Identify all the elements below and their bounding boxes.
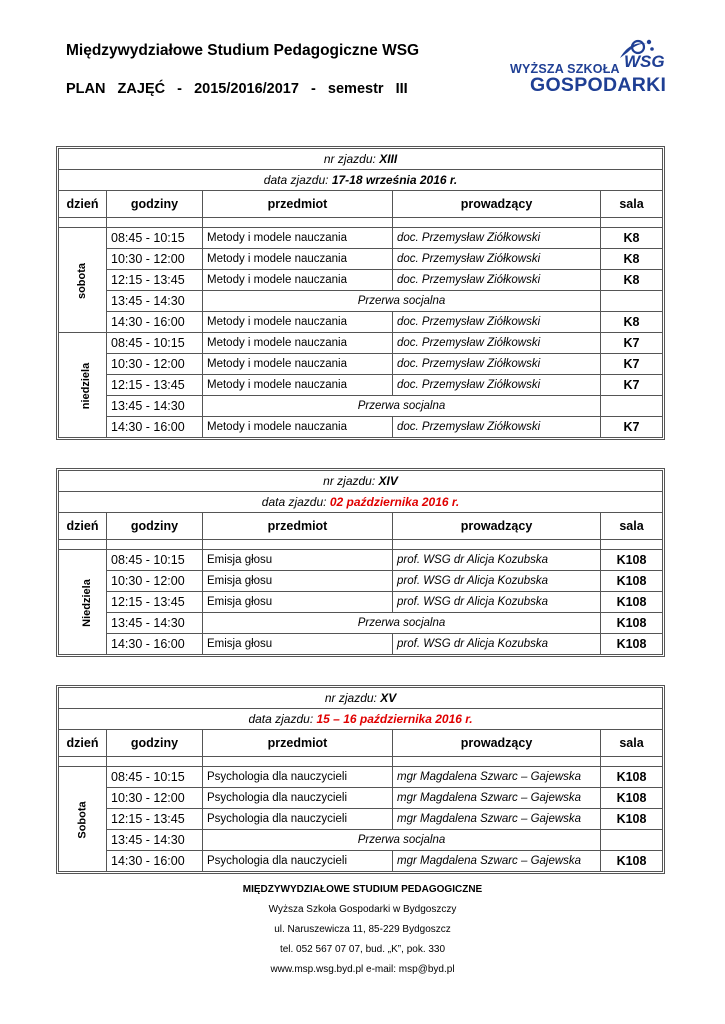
column-header-row: dzień godziny przedmiot prowadzący sala (59, 191, 663, 218)
table-row: 12:15 - 13:45 Psychologia dla nauczycieli mgr Magdalena Szwarc – Gajewska K108 (59, 809, 663, 830)
day-label: Sobota (59, 767, 107, 872)
table-row: 14:30 - 16:00 Emisja głosu prof. WSG dr Alicja Kozubska K108 (59, 634, 663, 655)
table-row: 12:15 - 13:45 Metody i modele nauczania doc. Przemysław Ziółkowski K7 (59, 375, 663, 396)
logo-line2: GOSPODARKI (530, 74, 667, 96)
document-title: Międzywydziałowe Studium Pedagogiczne WSG (66, 42, 420, 59)
table-row: 12:15 - 13:45 Metody i modele nauczania doc. Przemysław Ziółkowski K8 (59, 270, 663, 291)
footer-title: MIĘDZYWYDZIAŁOWE STUDIUM PEDAGOGICZNE (242, 884, 483, 895)
table-row: 10:30 - 12:00 Emisja głosu prof. WSG dr Alicja Kozubska K108 (59, 571, 663, 592)
session-date-row: data zjazdu: 15 – 16 października 2016 r. (59, 709, 663, 730)
column-header-row: dzień godziny przedmiot prowadzący sala (59, 513, 663, 540)
session-number-row: nr zjazdu: XIV (59, 471, 663, 492)
break-row: 13:45 - 14:30 Przerwa socjalna K108 (59, 613, 663, 634)
break-row: 13:45 - 14:30 Przerwa socjalna (59, 291, 663, 312)
session-number-row: nr zjazdu: XIII (59, 149, 663, 170)
session-table-xiii (58, 148, 663, 438)
table-row: 14:30 - 16:00 Psychologia dla nauczycieli mgr Magdalena Szwarc – Gajewska K108 (59, 851, 663, 872)
day-label: Niedziela (59, 550, 107, 655)
day-label: sobota (59, 228, 107, 333)
table-row: 14:30 - 16:00 Metody i modele nauczania doc. Przemysław Ziółkowski K8 (59, 312, 663, 333)
logo-mark: WSG (624, 52, 665, 71)
table-row: 14:30 - 16:00 Metody i modele nauczania doc. Przemysław Ziółkowski K7 (59, 417, 663, 438)
table-row: Sobota 08:45 - 10:15 Psychologia dla nauczycieli mgr Magdalena Szwarc – Gajewska K108 (59, 767, 663, 788)
session-table-xv (58, 687, 663, 872)
footer-school: Wyższa Szkoła Gospodarki w Bydgoszczy (268, 904, 457, 915)
session-number-row: nr zjazdu: XV (59, 688, 663, 709)
table-row: 10:30 - 12:00 Psychologia dla nauczycieli mgr Magdalena Szwarc – Gajewska K108 (59, 788, 663, 809)
table-row: 10:30 - 12:00 Metody i modele nauczania doc. Przemysław Ziółkowski K7 (59, 354, 663, 375)
table-row: Niedziela 08:45 - 10:15 Emisja głosu prof. WSG dr Alicja Kozubska K108 (59, 550, 663, 571)
table-row: 12:15 - 13:45 Emisja głosu prof. WSG dr Alicja Kozubska K108 (59, 592, 663, 613)
session-table-xiv (58, 470, 663, 655)
wsg-logo (506, 38, 667, 96)
footer-address: ul. Naruszewicza 11, 85-229 Bydgoszcz (274, 924, 451, 935)
session-date-row: data zjazdu: 02 października 2016 r. (59, 492, 663, 513)
plan-heading: PLAN ZAJĘĆ - 2015/2016/2017 - semestr III (66, 81, 408, 97)
break-row: 13:45 - 14:30 Przerwa socjalna (59, 396, 663, 417)
table-row: niedziela 08:45 - 10:15 Metody i modele nauczania doc. Przemysław Ziółkowski K7 (59, 333, 663, 354)
break-row: 13:45 - 14:30 Przerwa socjalna (59, 830, 663, 851)
column-header-row: dzień godziny przedmiot prowadzący sala (59, 730, 663, 757)
footer-phone: tel. 052 567 07 07, bud. „K”, pok. 330 (279, 944, 446, 955)
day-label: niedziela (59, 333, 107, 438)
footer-contact (0, 880, 725, 980)
footer-web-email: www.msp.wsg.byd.pl e-mail: msp@byd.pl (270, 964, 455, 975)
session-date-row: data zjazdu: 17-18 września 2016 r. (59, 170, 663, 191)
table-row: sobota 08:45 - 10:15 Metody i modele nauczania doc. Przemysław Ziółkowski K8 (59, 228, 663, 249)
logo-line1: WYŻSZA SZKOŁA (510, 62, 620, 76)
table-row: 10:30 - 12:00 Metody i modele nauczania doc. Przemysław Ziółkowski K8 (59, 249, 663, 270)
